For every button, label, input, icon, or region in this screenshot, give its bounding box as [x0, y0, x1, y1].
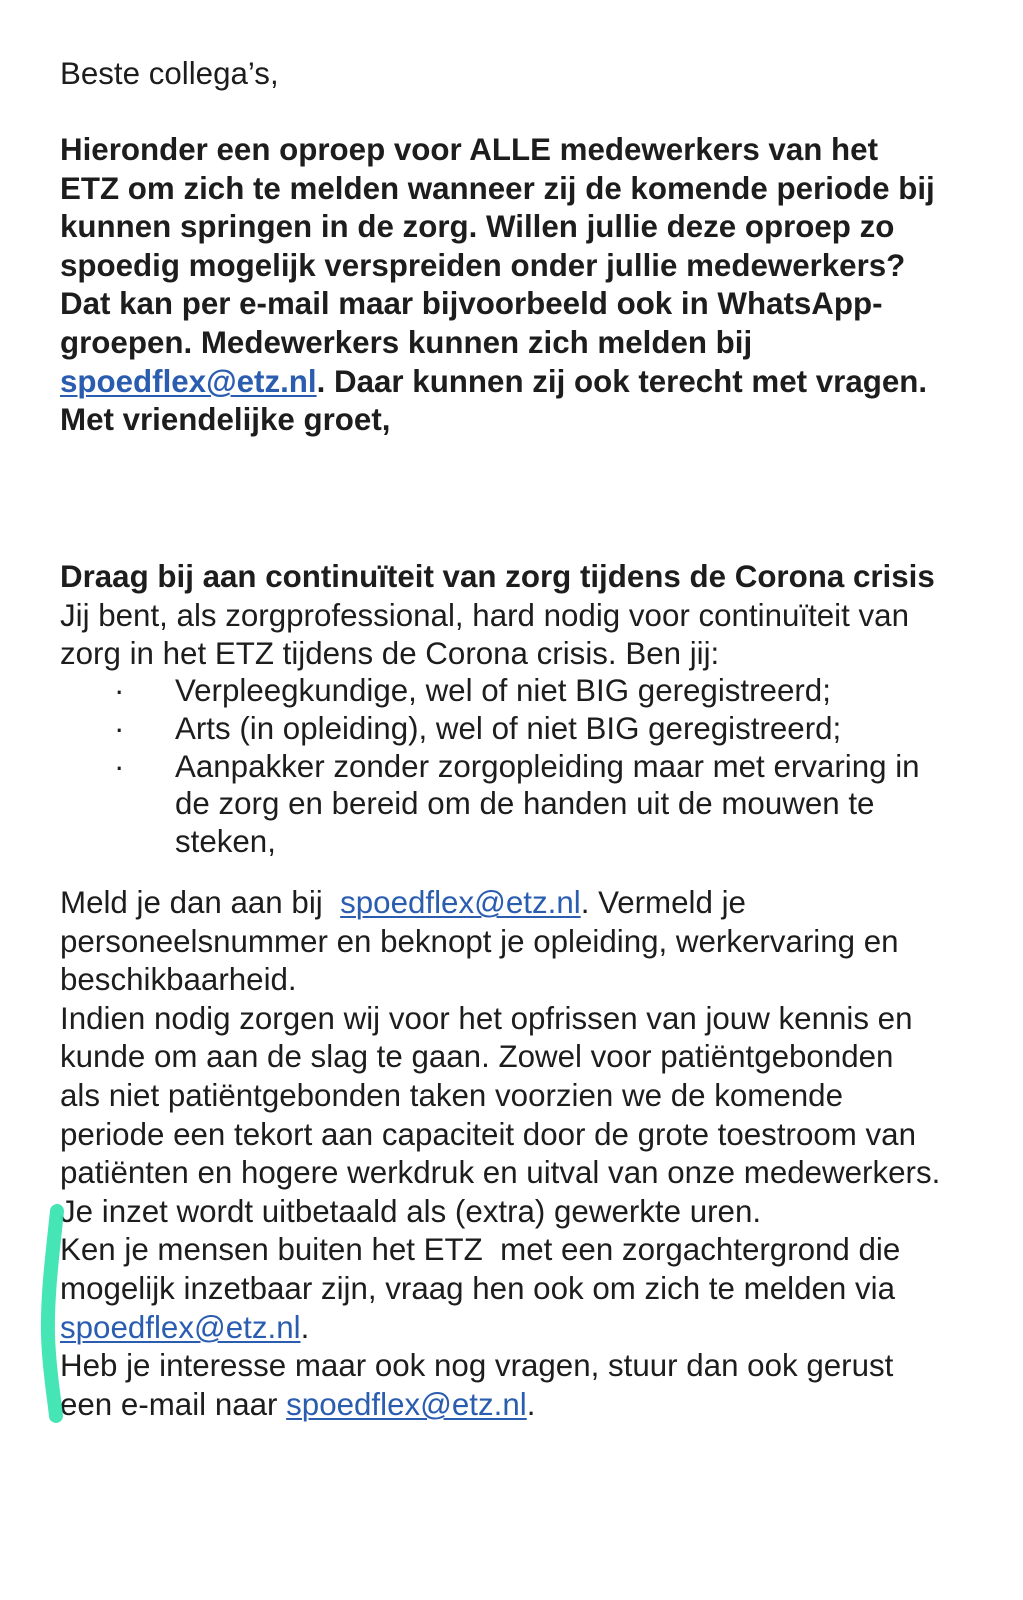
request-link-line-end: . Daar kunnen zij ook terecht met vragen.	[316, 363, 928, 399]
call-intro-line: Jij bent, als zorgprofessional, hard nodig voor continuïteit van	[60, 597, 909, 633]
bullet-dot: ·	[114, 748, 125, 784]
request-line: kunnen springen in de zorg. Willen jullie deze oproep zo	[60, 209, 895, 245]
request-line: ETZ om zich te melden wanneer zij de komende periode bij	[60, 170, 935, 206]
spoedflex-email-link[interactable]: spoedflex@etz.nl	[60, 1309, 301, 1345]
call-section	[60, 558, 1023, 674]
request-line: Hieronder een oproep voor ALLE medewerkers van het	[60, 132, 878, 167]
referral-line: mogelijk inzetbaar zijn, vraag hen ook om zich te melden via	[60, 1270, 896, 1306]
request-line: groepen. Medewerkers kunnen zich melden bij	[60, 324, 753, 360]
questions-line-start: een e-mail naar	[60, 1386, 287, 1422]
training-line: patiënten en hogere werkdruk en uitval van onze medewerkers.	[60, 1155, 941, 1191]
profile-list	[60, 672, 1023, 861]
request-line: spoedig mogelijk verspreiden onder jullie medewerkers?	[60, 247, 906, 283]
questions-line: Heb je interesse maar ook nog vragen, stuur dan ook gerust	[60, 1348, 894, 1384]
spoedflex-email-link[interactable]: spoedflex@etz.nl	[340, 885, 581, 920]
signup-line-start: Meld je dan aan bij	[60, 885, 341, 920]
profile-item-nurse	[60, 672, 1023, 710]
questions-line-end: .	[526, 1386, 536, 1422]
training-line: kunde om aan de slag te gaan. Zowel voor patiëntgebonden	[60, 1039, 894, 1075]
profile-text: de zorg en bereid om de handen uit de mouwen te	[175, 786, 875, 822]
request-paragraph	[60, 131, 1023, 440]
spoedflex-email-link[interactable]: spoedflex@etz.nl	[286, 1386, 527, 1422]
profile-text: Verpleegkundige, wel of niet BIG geregistreerd;	[175, 673, 831, 708]
request-line: Dat kan per e-mail maar bijvoorbeeld ook in WhatsApp-	[60, 286, 883, 322]
bullet-dot: ·	[114, 673, 125, 708]
highlighter-stroke	[48, 1211, 57, 1416]
profile-text: steken,	[175, 824, 276, 860]
call-heading: Draag bij aan continuïteit van zorg tijdens de Corona crisis	[60, 559, 935, 594]
request-link-line	[60, 363, 1023, 402]
referral-line-end: .	[300, 1309, 310, 1345]
referral-line: Ken je mensen buiten het ETZ met een zorgachtergrond die	[60, 1232, 901, 1268]
signup-line: personeelsnummer en beknopt je opleiding, werkervaring en	[60, 923, 899, 959]
signup-line: beschikbaarheid.	[60, 962, 297, 998]
profile-text: Arts (in opleiding), wel of niet BIG geregistreerd;	[175, 710, 842, 746]
training-line: als niet patiëntgebonden taken voorzien we de komende	[60, 1077, 843, 1113]
call-intro-line: zorg in het ETZ tijdens de Corona crisis. Ben jij:	[60, 636, 720, 672]
spoedflex-email-link[interactable]: spoedflex@etz.nl	[60, 363, 317, 399]
profile-item-helper	[60, 748, 1023, 861]
greeting: Beste collega’s,	[60, 56, 279, 91]
payment-line: Je inzet wordt uitbetaald als (extra) gewerkte uren.	[60, 1193, 762, 1229]
training-line: Indien nodig zorgen wij voor het opfrissen van jouw kennis en	[60, 1000, 913, 1036]
closing: Met vriendelijke groet,	[60, 402, 391, 438]
referral-link-line	[60, 1309, 1023, 1348]
signup-line-end: . Vermeld je	[580, 885, 746, 920]
profile-item-doctor	[60, 710, 1023, 748]
training-line: periode een tekort aan capaciteit door de grote toestroom van	[60, 1116, 916, 1152]
greeting-block	[60, 55, 1023, 94]
questions-link-line	[60, 1386, 1023, 1425]
profile-text: Aanpakker zonder zorgopleiding maar met ervaring in	[175, 748, 920, 784]
signup-section	[60, 884, 1023, 1424]
signup-link-line	[60, 884, 1023, 923]
bullet-dot: ·	[114, 710, 125, 746]
